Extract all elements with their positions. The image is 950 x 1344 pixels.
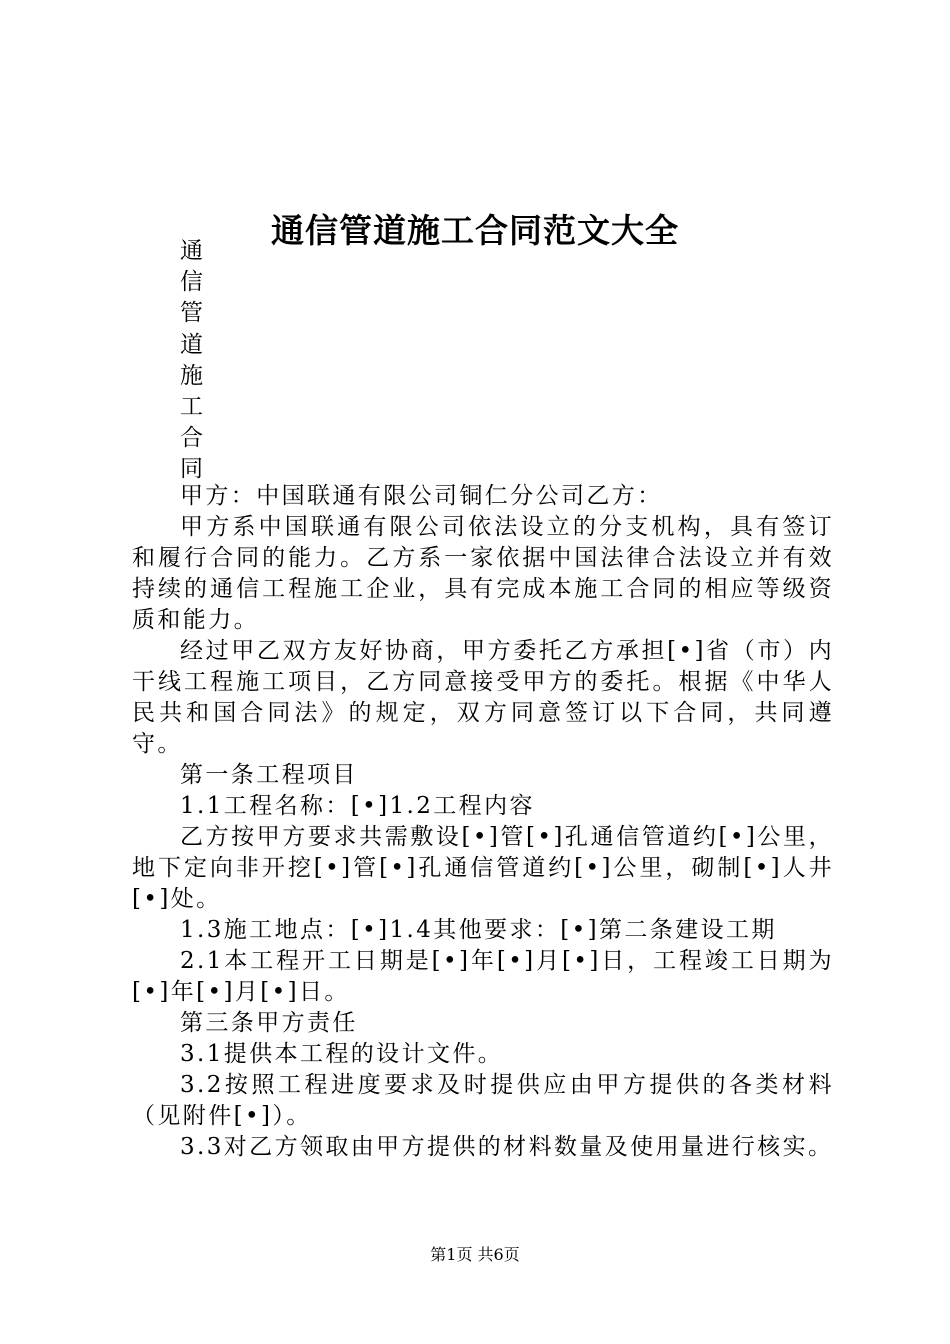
page-number: 第1页 共6页 [430, 1245, 520, 1264]
clause-1-2-content: 乙方按甲方要求共需敷设[•]管[•]孔通信管道约[•]公里，地下定向非开挖[•]管[•]孔通信管道约[•]公里，砌制[•]人井[•]处。 [132, 824, 834, 912]
document-title: 通信管道施工合同范文大全 [271, 211, 679, 251]
vertical-heading-char: 工 [180, 394, 203, 421]
vertical-heading-char: 施 [180, 362, 203, 389]
clause-3-3: 3.3对乙方领取由甲方提供的材料数量及使用量进行核实。 [180, 1134, 834, 1160]
paragraph-agreement: 经过甲乙双方友好协商，甲方委托乙方承担[•]省（市）内干线工程施工项目，乙方同意接受甲方的委托。根据《中华人民共和国合同法》的规定，双方同意签订以下合同，共同遵守。 [132, 638, 834, 757]
clause-1-3: 1.3施工地点：[•]1.4其他要求：[•]第二条建设工期 [180, 917, 777, 943]
article-3-heading: 第三条甲方责任 [180, 1010, 358, 1036]
paragraph-parties: 甲方：中国联通有限公司铜仁分公司乙方： [180, 483, 663, 509]
clause-3-1: 3.1提供本工程的设计文件。 [180, 1041, 504, 1067]
clause-3-2: 3.2按照工程进度要求及时提供应由甲方提供的各类材料（见附件[•]）。 [132, 1072, 834, 1129]
article-1-heading: 第一条工程项目 [180, 762, 358, 788]
vertical-heading-char: 同 [180, 456, 203, 483]
vertical-heading-char: 管 [180, 300, 203, 327]
vertical-heading-char: 道 [180, 331, 203, 358]
vertical-heading [180, 236, 210, 486]
document-body [132, 481, 834, 1163]
clause-1-1: 1.1工程名称：[•]1.2工程内容 [180, 793, 535, 819]
clause-2-1: 2.1本工程开工日期是[•]年[•]月[•]日，工程竣工日期为[•]年[•]月[•]日。 [132, 948, 834, 1005]
vertical-heading-char: 通 [180, 238, 203, 264]
vertical-heading-char: 合 [180, 425, 203, 452]
vertical-heading-char: 信 [180, 269, 203, 296]
paragraph-party-a-intro: 甲方系中国联通有限公司依法设立的分支机构，具有签订和履行合同的能力。乙方系一家依据中国法律合法设立并有效持续的通信工程施工企业，具有完成本施工合同的相应等级资质和能力。 [132, 514, 834, 633]
